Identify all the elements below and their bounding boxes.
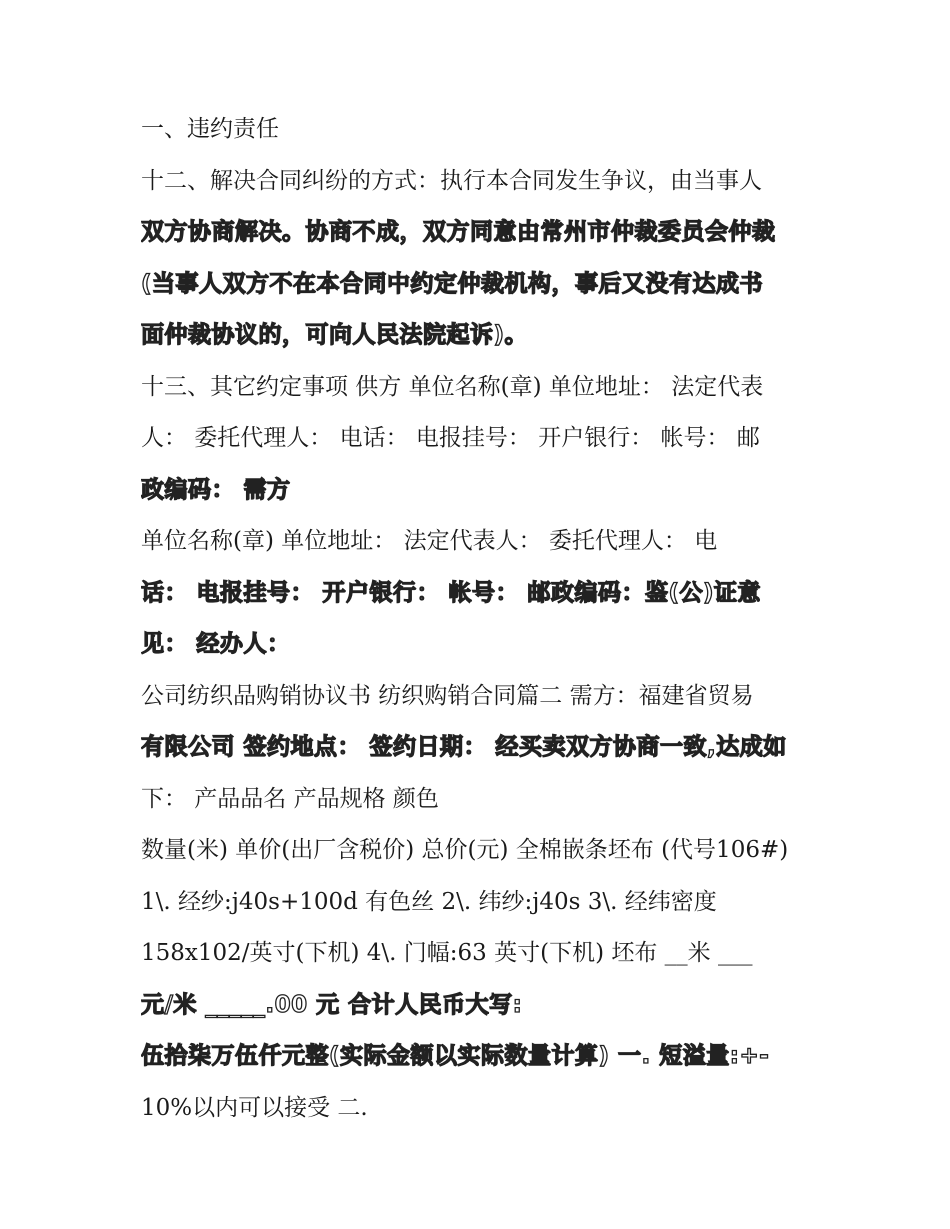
text-line: 数量(米) 单价(出厂含税价) 总价(元) 全棉嵌条坯布 (代号106#) [141,837,789,863]
text-line: 伍拾柒万伍仟元整(实际金额以实际数量计算) 一. 短溢量:+- [141,1043,770,1069]
text-line: 元/米 _____.00 元 合计人民币大写: [141,991,523,1018]
text-line: (当事人双方不在本合同中约定仲裁机构，事后又没有达成书 [141,270,764,297]
text-line: 面仲裁协议的，可向人民法院起诉)。 [141,322,529,348]
text-line: 有限公司 签约地点： 签约日期： 经买卖双方协商一致,达成如 [141,734,787,760]
text-line: 单位名称(章) 单位地址： 法定代表人： 委托代理人： 电 [141,528,718,554]
text-line: 双方协商解决。协商不成，双方同意由常州市仲裁委员会仲裁 [141,219,776,245]
text-line: 十二、解决合同纠纷的方式：执行本合同发生争议，由当事人 [141,167,762,194]
text-line: 1\. 经纱:j40s+100d 有色丝 2\. 纬纱:j40s 3\. 经纬密度 [141,888,717,915]
text-line: 十三、其它约定事项 供方 单位名称(章) 单位地址： 法定代表 [141,373,764,400]
text-line: 政编码： 需方 [141,476,291,503]
text-line: 公司纺织品购销协议书 纺织购销合同篇二 需方：福建省贸易 [141,682,754,709]
text-line: 见： 经办人： [141,631,291,657]
text-line: 话： 电报挂号： 开户银行： 帐号： 邮政编码：鉴(公)证意 [141,579,762,606]
text-line: 158x102/英寸(下机) 4\. 门幅:63 英寸(下机) 坯布 __米 ___ [141,940,753,966]
text-line: 人： 委托代理人： 电话： 电报挂号： 开户银行： 帐号： 邮 [141,425,760,451]
text-line: 一、违约责任 [141,116,279,142]
document-body [141,106,821,1136]
text-line: 下： 产品品名 产品规格 颜色 [141,785,439,812]
text-line: 10%以内可以接受 二. [141,1094,368,1121]
